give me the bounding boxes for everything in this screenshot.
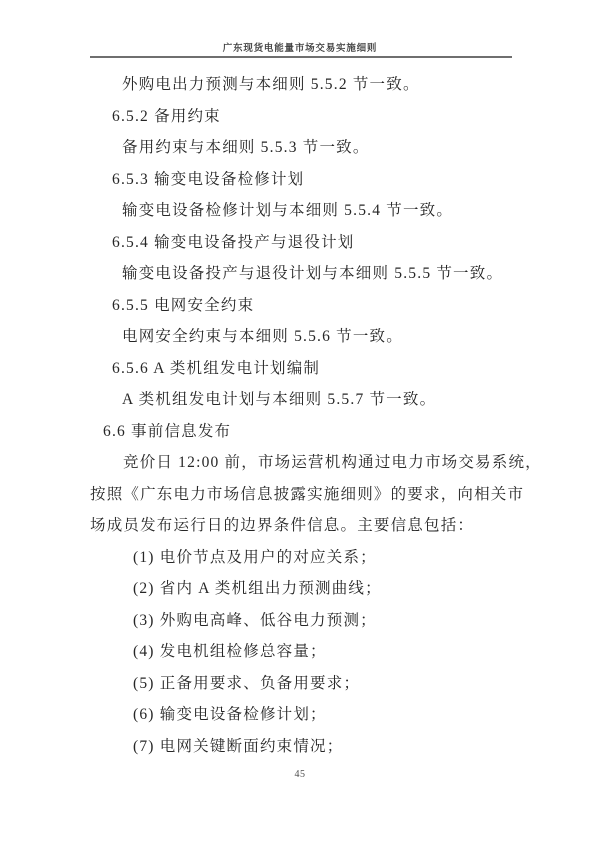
list-item: (2) 省内 A 类机组出力预测曲线； xyxy=(133,580,382,597)
paragraph-line: 外购电出力预测与本细则 5.5.2 节一致。 xyxy=(122,76,420,93)
document-body xyxy=(90,69,542,762)
paragraph-line: 按照《广东电力市场信息披露实施细则》的要求，向相关市 xyxy=(90,485,525,503)
section-heading: 6.5.5 电网安全约束 xyxy=(112,296,255,314)
section-heading: 6.5.4 输变电设备投产与退役计划 xyxy=(112,233,355,251)
section-heading: 6.5.2 备用约束 xyxy=(112,107,221,125)
section-heading: 6.6 事前信息发布 xyxy=(103,422,232,440)
section-heading: 6.5.6 A 类机组发电计划编制 xyxy=(112,359,321,377)
list-item: (1) 电价节点及用户的对应关系； xyxy=(133,548,377,566)
list-item: (3) 外购电高峰、低谷电力预测； xyxy=(133,611,377,629)
paragraph-line: A 类机组发电计划与本细则 5.5.7 节一致。 xyxy=(122,391,437,408)
list-item: (7) 电网关键断面约束情况； xyxy=(133,737,344,755)
paragraph-line: 备用约束与本细则 5.5.3 节一致。 xyxy=(122,139,370,156)
paragraph-line: 竞价日 12:00 前，市场运营机构通过电力市场交易系统， xyxy=(123,454,542,471)
section-heading: 6.5.3 输变电设备检修计划 xyxy=(112,170,305,188)
page-header-title: 广东现货电能量市场交易实施细则 xyxy=(222,44,378,54)
list-item: (4) 发电机组检修总容量； xyxy=(133,643,327,660)
paragraph-line: 场成员发布运行日的边界条件信息。主要信息包括： xyxy=(90,517,475,534)
list-item: (5) 正备用要求、负备用要求； xyxy=(133,674,361,692)
paragraph-line: 电网安全约束与本细则 5.5.6 节一致。 xyxy=(122,328,403,345)
page-number: 45 xyxy=(294,769,306,780)
paragraph-line: 输变电设备投产与退役计划与本细则 5.5.5 节一致。 xyxy=(122,265,504,282)
header-rule-divider xyxy=(90,56,512,58)
paragraph-line: 输变电设备检修计划与本细则 5.5.4 节一致。 xyxy=(122,202,454,219)
list-item: (6) 输变电设备检修计划； xyxy=(133,706,327,723)
